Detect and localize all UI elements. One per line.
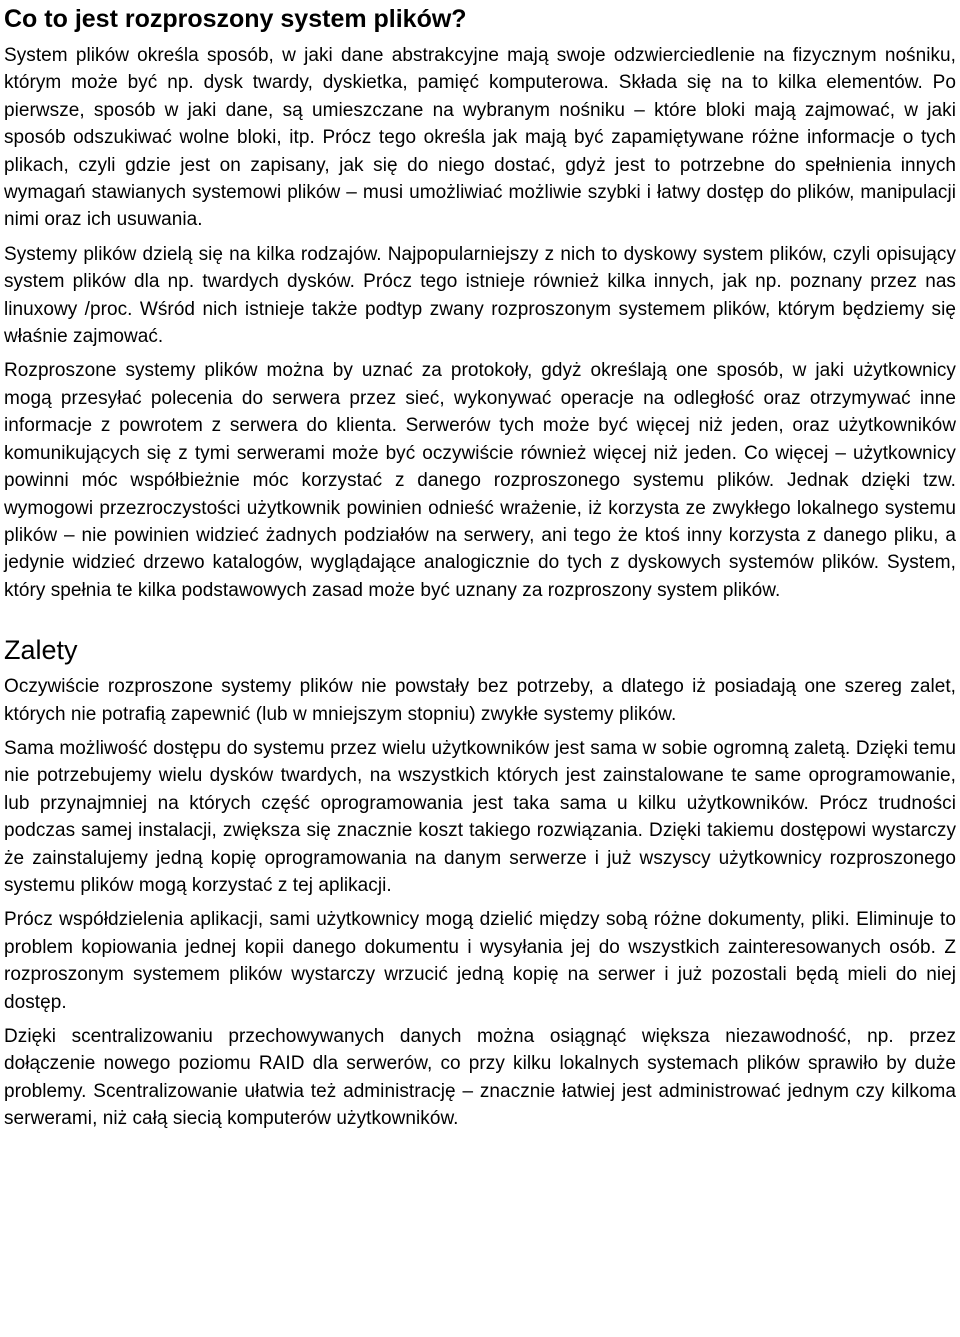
advantages-paragraph-3: Prócz współdzielenia aplikacji, sami użytkownicy mogą dzielić między sobą różne dokumenty, pliki. Eliminuje to problem kopiowania jednej kopii danego dokumentu i wysyłania jej do wszystkich zainteresowanych osób. Z rozproszonym systemem plików wystarczy wrzucić jedną kopię na serwer i już pozostali będą mieli do niej dostęp. [4, 909, 956, 1013]
intro-paragraph-1: System plików określa sposób, w jaki dane abstrakcyjne mają swoje odzwierciedlenie na fizycznym nośniku, którym może być np. dysk twardy, dyskietka, pamięć komputerowa. Składa się na to kilka elementów. Po pierwsze, sposób w jaki dane, są umieszczane na wybranym nośniku – które bloki mają zajmować, w jaki sposób odszukiwać wolne bloki, itp. Prócz tego określa jak mają być zapamiętywane różne informacje o tych plikach, czyli gdzie jest on zapisany, jak się do niego dostać, gdyż jest to potrzebne do spełnienia innych wymagań stawianych systemowi plików – musi umożliwiać możliwie szybki i łatwy dostęp do plików, manipulacji nimi oraz ich usuwania. [4, 45, 956, 231]
page-title: Co to jest rozproszony system plików? [4, 5, 467, 33]
intro-paragraph-3: Rozproszone systemy plików można by uznać za protokoły, gdyż określają one sposób, w jaki użytkownicy mogą przesyłać polecenia do serwera przez sieć, wykonywać operacje na odległość oraz otrzymywać inne informacje z powrotem z serwera do klienta. Serwerów tych może być więcej niż jeden, oraz użytkowników komunikujących się z tymi serwerami może być oczywiście również więcej niż jeden. Co więcej – użytkownicy powinni móc współbieżnie móc korzystać z danego rozproszonego systemu plików. Jednak dzięki tzw. wymogowi przezroczystości użytkownik powinien odnieść wrażenie, iż korzysta ze zwykłego lokalnego systemu plików – nie powinien widzieć żadnych podziałów na serwery, ani tego że ktoś inny korzysta z danego pliku, a jedynie widzieć drzewo katalogów, wyglądające analogicznie do tych z dyskowych systemów plików. System, który spełnia te kilka podstawowych zasad może być uznany za rozproszony system plików. [4, 360, 956, 601]
advantages-section [4, 673, 956, 1133]
advantages-paragraph-1: Oczywiście rozproszone systemy plików nie powstały bez potrzeby, a dlatego iż posiadają one szereg zalet, których nie potrafią zapewnić (lub w mniejszym stopniu) zwykłe systemy plików. [4, 676, 956, 725]
advantages-paragraph-4: Dzięki scentralizowaniu przechowywanych danych można osiągnąć większa niezawodność, np. przez dołączenie nowego poziomu RAID dla serwerów, co przy kilku lokalnych systemach plików sprawiło by duże problemy. Scentralizowanie ułatwia też administrację – znacznie łatwiej jest administrować jednym czy kilkoma serwerami, niż całą siecią komputerów użytkowników. [4, 1026, 956, 1130]
intro-section [4, 42, 956, 604]
advantages-paragraph-2: Sama możliwość dostępu do systemu przez wielu użytkowników jest sama w sobie ogromną zaletą. Dzięki temu nie potrzebujemy wielu dysków twardych, na wszystkich których jest zainstalowane te same oprogramowanie, lub przynajmniej na których część oprogramowania jest taka sama u kilku użytkowników. Prócz trudności podczas samej instalacji, zwiększa się znacznie koszt takiego rozwiązania. Dzięki takiemu dostępowi wystarczy że zainstalujemy jedną kopię oprogramowania na danym serwerze i już wszyscy użytkownicy rozproszonego systemu plików mogą korzystać z tej aplikacji. [4, 737, 956, 896]
intro-paragraph-2: Systemy plików dzielą się na kilka rodzajów. Najpopularniejszy z nich to dyskowy system plików, czyli opisujący system plików dla np. twardych dysków. Prócz tego istnieje również kilka innych, jak np. poznany przez nas linuxowy /proc. Wśród nich istnieje także podtyp zwany rozproszonym systemem plików, którym będziemy się właśnie zajmować. [4, 243, 956, 348]
section-heading: Zalety [4, 635, 78, 666]
